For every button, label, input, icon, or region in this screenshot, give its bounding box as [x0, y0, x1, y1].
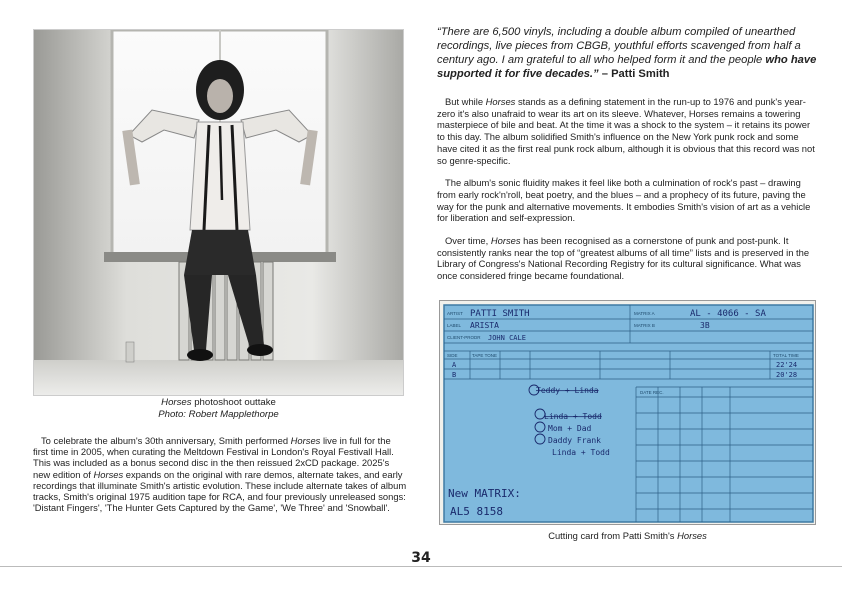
cutting-card-image: [439, 300, 816, 525]
left-p1-italic-2: Horses: [93, 468, 124, 480]
card-caption: [439, 530, 816, 541]
card-side-a: A: [452, 361, 457, 369]
card-side-label: SIDE: [447, 353, 458, 358]
card-artist-label: ARTIST: [447, 311, 463, 316]
left-body-text: [33, 435, 408, 513]
card-client-label: CLIENT-PRODR: [447, 335, 481, 340]
card-total-time-label: TOTAL TIME: [773, 353, 799, 358]
card-date-label: DATE REC.: [640, 390, 664, 395]
card-matrix-label: MATRIX A: [634, 311, 655, 316]
card-caption-prefix: Cutting card from Patti Smith's: [548, 530, 678, 541]
card-tape-tone-label: TAPE TONE: [472, 353, 498, 358]
quote-text-bold: who have supported it for five decades.”: [437, 54, 817, 80]
card-side-b: B: [452, 371, 457, 379]
card-total-b: 20'28: [776, 371, 798, 379]
left-p1-part-a: To celebrate the album's 30th anniversary, Smith performed: [41, 435, 291, 446]
card-matrix-b-label: MATRIX B: [634, 323, 655, 328]
right-paragraph-1: [437, 96, 817, 166]
card-hw-line-1: Teddy + Linda: [536, 386, 599, 395]
quote-attribution: – Patti Smith: [598, 68, 670, 80]
card-label-label: LABEL: [447, 323, 462, 328]
patti-smith-photo: [33, 29, 404, 396]
caption-album-title: Horses: [161, 397, 192, 408]
left-p1-part-b: live in full for the first time in 2005, when curating the Meltdown Festival in London's Royal Festivall Hall. This was included as a bonus second disc in the then reissued 2xCD package. 2025's new edition of: [33, 435, 394, 480]
cutting-card-illustration: [440, 301, 816, 525]
card-matrix-number: AL5 8158: [450, 505, 503, 518]
card-hw-line-4: Daddy Frank: [548, 436, 601, 445]
card-artist-value: PATTI SMITH: [470, 309, 530, 319]
photo-caption: [33, 397, 404, 421]
caption-credit: Photo: Robert Mapplethorpe: [158, 409, 279, 420]
right-body-text: [437, 96, 817, 293]
right-p1-italic: Horses: [485, 96, 516, 107]
right-p3-part-a: Over time,: [445, 235, 491, 247]
right-p3-italic: Horses: [490, 235, 521, 247]
quote-text: “There are 6,500 vinyls, including a double album compiled of unearthed recordings, live pieces from CBGB, youthful efforts scavenged from half a century ago. I am grateful to all who helped form it and the people: [437, 26, 801, 66]
card-matrix-b-value: 3B: [700, 321, 710, 330]
pull-quote: [437, 25, 817, 81]
left-paragraph: [33, 435, 408, 513]
card-hw-line-5: Linda + Todd: [552, 448, 610, 457]
right-paragraph-2: The album's sonic fluidity makes it feel like both a culmination of rock's past – drawing from early rock'n'roll, beat poetry, and the blues – and a prophecy of its future, paving the way for the punk and alternative movements. It embodies Smith's vision of art as a vehicle for liberation and self-expression.: [437, 177, 811, 224]
card-new-matrix: New MATRIX:: [448, 487, 521, 500]
page-number: 34: [411, 550, 431, 566]
right-paragraph-3: [437, 235, 817, 282]
card-client-value: JOHN CALE: [488, 334, 526, 342]
right-p3-part-b: has been recognised as a cornerstone of punk and post-punk. It consistently ranks near the top of “greatest albums of all time” lists and is preserved in the Library of Congress's National Recording Registry for its cultural significance. What was once considered fringe became foundational.: [437, 235, 810, 282]
right-p1-part-a: But while: [445, 96, 486, 107]
card-matrix-value: AL - 4066 - SA: [690, 309, 766, 319]
right-p1-part-b: stands as a defining statement in the run-up to 1976 and punk's year-zero it's also unafraid to wear its art on its sleeve. Whatever, Horses remains a towering masterpiece of bile and beat. At the time it was a shock to the system – it retains its power to this day. The album solidified Smith's influence on the New York punk rock and some have cited it as the first real punk rock album, although it is obvious that this record was not so genre-specific.: [437, 96, 815, 166]
left-p1-italic: Horses: [290, 435, 321, 446]
footer-rule: [0, 566, 842, 567]
card-label-value: ARISTA: [470, 321, 499, 330]
left-p1-part-c: expands on the original with rare demos, alternate takes, and early recordings that illuminate Smith's artistic evolution. These include alternate takes of album tracks, Smith's original 1975 audition tape for RCA, and four previously unreleased songs: 'Distant Fingers', 'The Hunter Gets Captured by the Game', 'We Three' and 'Snowball'.: [33, 468, 407, 514]
card-hw-line-3: Mom + Dad: [548, 424, 592, 433]
caption-suffix: photoshoot outtake: [191, 397, 276, 408]
photo-illustration: [34, 30, 404, 396]
card-total-a: 22'24: [776, 361, 798, 369]
card-hw-line-2: Linda + Todd: [544, 412, 602, 421]
card-caption-italic: Horses: [677, 530, 707, 541]
